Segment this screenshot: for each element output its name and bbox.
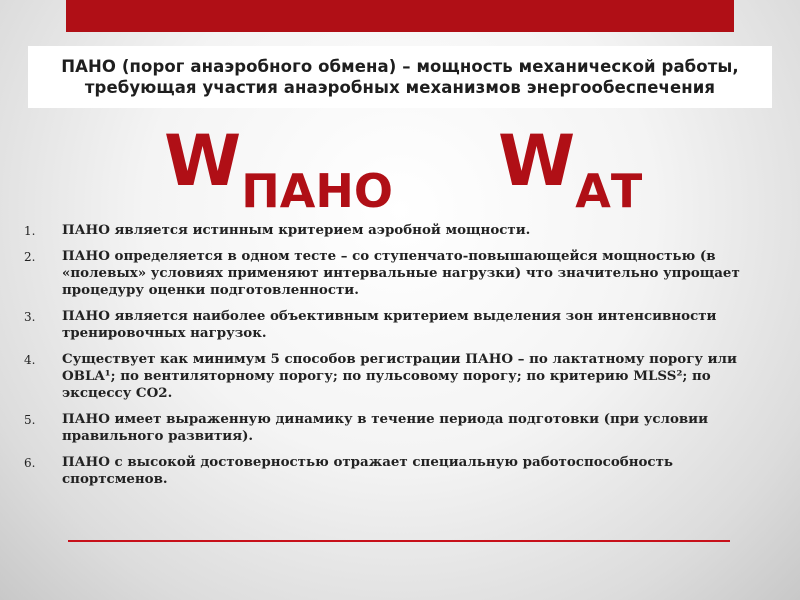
list-number: 2. — [24, 250, 36, 264]
list-text: Существует как минимум 5 способов регистрации ПАНО – по лактатному порогу или OBLA¹; по вентиляторному порогу; по пульсовому порогу; по критерию MLSS²; по эксцессу СО2. — [62, 351, 737, 401]
list-text: ПАНО является наиболее объективным критерием выделения зон интенсивности тренировочных нагрузок. — [62, 308, 717, 341]
formulas — [150, 120, 710, 226]
list-number: 6. — [24, 456, 36, 470]
list-number: 5. — [24, 413, 36, 427]
list-text: ПАНО с высокой достоверностью отражает специальную работоспособность спортсменов. — [62, 454, 673, 487]
facts-list — [24, 222, 764, 497]
list-text: ПАНО является истинным критерием аэробной мощности. — [62, 222, 531, 238]
list-item — [24, 351, 764, 402]
list-item — [24, 411, 764, 445]
list-number: 1. — [24, 224, 36, 238]
formula-symbol: W — [498, 120, 576, 202]
list-text: ПАНО имеет выраженную динамику в течение периода подготовки (при условии правильного развития). — [62, 411, 709, 444]
formula-subscript: ПАНО — [241, 164, 393, 218]
top-accent-bar — [66, 0, 734, 32]
title-line-2: требующая участия анаэробных механизмов энергообеспечения — [84, 78, 716, 97]
list-item — [24, 222, 764, 239]
list-item — [24, 248, 764, 299]
list-item — [24, 308, 764, 342]
list-item — [24, 454, 764, 488]
bottom-divider — [68, 540, 730, 542]
slide-title — [28, 46, 772, 108]
formula-w-pano — [164, 120, 393, 218]
formula-symbol: W — [164, 120, 242, 202]
list-number: 3. — [24, 310, 36, 324]
formula-w-at — [498, 120, 643, 218]
formula-subscript: АТ — [575, 164, 643, 218]
list-number: 4. — [24, 353, 36, 367]
title-line-1: ПАНО (порог анаэробного обмена) – мощность механической работы, — [61, 57, 739, 76]
list-text: ПАНО определяется в одном тесте – со ступенчато-повышающейся мощностью (в «полевых» условиях применяют интервальные нагрузки) что значительно упрощает процедуру оценки подготовленности. — [62, 248, 740, 298]
